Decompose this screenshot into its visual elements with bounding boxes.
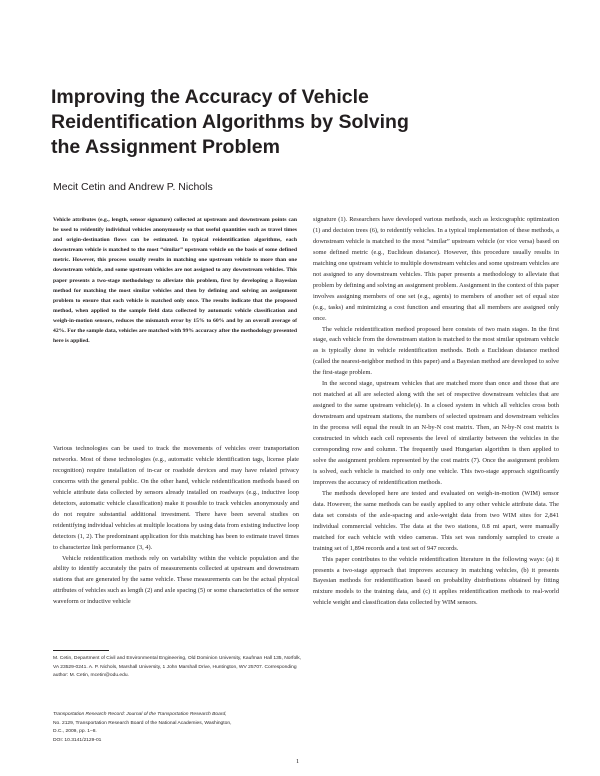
author-affiliation-footnote: M. Cetin, Department of Civil and Environmental Engineering, Old Dominion University, Kaufman Hall 135, Norfolk, VA 23529-0241. A. P. Nichols, Marshall University, 1 John Marshall Drive, Huntington, WV 25707. Corresponding author: M. Cetin, mcetin@odu.edu. [53,656,302,679]
author-list: Mecit Cetin and Andrew P. Nichols [53,181,213,193]
doi: DOI: 10.3141/2129-01 [53,738,102,744]
body-column-left [53,444,299,608]
title-line-2: Reidentification Algorithms by Solving [51,111,409,133]
title-line-1: Improving the Accuracy of Vehicle [51,86,369,108]
citation-line-1: Transportation Research Record: Journal of the Transportation Research Board, [53,712,227,717]
journal-citation [53,711,303,746]
citation-line-2: No. 2129, Transportation Research Board of the National Academies, Washington, [53,720,232,726]
page-number: 1 [296,758,300,765]
paper-title [51,85,521,160]
body-paragraph-4: The methods developed here are tested and evaluated on weigh-in-motion (WIM) sensor data. However, the same methods can be easily applied to any other vehicle attribute data. The data set consists of the axle-spacing and axle-weight data from two WIM sites for 2,841 individual commercial vehicles. The data at the two stations, 0.8 mi apart, were manually matched for each vehicle with video cameras. This set was randomly sampled to create a training set of 1,894 records and a test set of 947 records. [313,489,559,552]
abstract: Vehicle attributes (e.g., length, sensor signature) collected at upstream and downstream points can be used to reidentify individual vehicles anonymously so that useful quantities such as travel times and origin-destination flows can be estimated. In typical reidentification algorithms, each downstream vehicle is matched to the most “similar” upstream vehicle on the basis of some defined metric. However, this process usually results in matching one upstream vehicle to more than one downstream vehicle, and some upstream vehicles are not assigned to any downstream vehicles. This paper presents a two-stage methodology to alleviate this problem, first by developing a Bayesian method for matching the most similar vehicles and then by defining and solving an assignment problem to ensure that each vehicle is matched only once. The results indicate that the proposed method, when applied to the sample field data collected by automatic vehicle classification and weigh-in-motion sensors, reduces the mismatch error by 15% to 60% and by an overall average of 42%. For the sample data, vehicles are matched with 99% accuracy after the methodology presented here is applied. [53,217,297,345]
body-paragraph-5: This paper contributes to the vehicle reidentification literature in the following ways: (a) it presents a two-stage approach that improves accuracy in matching vehicles, (b) it presents Bayesian methods for reidentification based on probability distributions obtained by fitting mixture models to the training data, and (c) it applies reidentification methods to real-world vehicle weight and classification data collected by WIM sensors. [313,555,559,607]
intro-paragraph-2: Vehicle reidentification methods rely on variability within the vehicle population and the ability to identify accurately the pairs of measurements collected at upstream and downstream stations that are generated by the same vehicle. These measurements can be the actual physical attributes of vehicles such as length (2) and axle spacing (5) or some characteristics of the sensor waveform or inductive vehicle [53,554,299,606]
intro-paragraph-1: Various technologies can be used to track the movements of vehicles over transportation networks. Most of these technologies (e.g., automatic vehicle identification tags, license plate recognition) require installation of in-car or roadside devices and may have related privacy concerns with the general public. On the other hand, vehicle reidentification methods based on vehicle attribute data collected by sensors already installed on roadways (e.g., inductive loop detectors, automatic vehicle classification) make it possible to track vehicles anonymously and do not require substantial additional investment. There have been several studies on reidentifying individual vehicles at multiple locations by using data from existing inductive loop detectors (1, 2). The predominant application for this matching has been to estimate travel times to characterize link performance (3, 4). [53,445,299,551]
body-paragraph-2: The vehicle reidentification method proposed here consists of two main stages. In the first stage, each vehicle from the downstream station is matched to the most similar upstream vehicle as is typically done in vehicle reidentification methods. Both a Euclidean distance method (called the nearest-neighbor method in this paper) and a Bayesian method are developed to solve the first-stage problem. [313,325,559,377]
footnote-divider [53,650,109,651]
body-column-right [313,215,559,609]
body-paragraph-3: In the second stage, upstream vehicles that are matched more than once and those that are not matched at all are selected along with the set of respective downstream vehicles that are assigned to the same upstream vehicle(s). In a closed system in which all vehicles cross both downstream and upstream stations, the numbers of selected upstream and downstream vehicles in the process will equal the result in an N-by-N cost matrix. Then, an N-by-N cost matrix is constructed in which each cell represents the level of similarity between the vehicles in the corresponding row and column. The frequently used Hungarian algorithm is then applied to solve the assignment problem represented by the cost matrix (7). Once the assignment problem is solved, each vehicle is matched to only one vehicle. This two-stage approach significantly improves the accuracy of reidentification methods. [313,380,559,486]
body-paragraph-1: signature (1). Researchers have developed various methods, such as lexicographic optimization (1) and decision trees (6), to reidentify vehicles. In a typical implementation of these methods, a downstream vehicle is matched to the most “similar” upstream vehicle (or vice versa) based on some defined metric (e.g., Euclidean distance). However, this procedure usually results in matching one upstream vehicle to multiple downstream vehicles and some upstream vehicles are not assigned to any downstream vehicles. This paper presents a methodology to alleviate that problem by defining and solving an assignment problem. Assignment in the context of this paper involves assigning members of one set (e.g., agents) to members of another set of equal size (e.g., tasks) and minimizing a cost function and ensuring that all members are assigned only once. [313,216,559,322]
title-line-3: the Assignment Problem [51,136,280,158]
citation-line-3: D.C., 2009, pp. 1–8. [53,729,97,735]
